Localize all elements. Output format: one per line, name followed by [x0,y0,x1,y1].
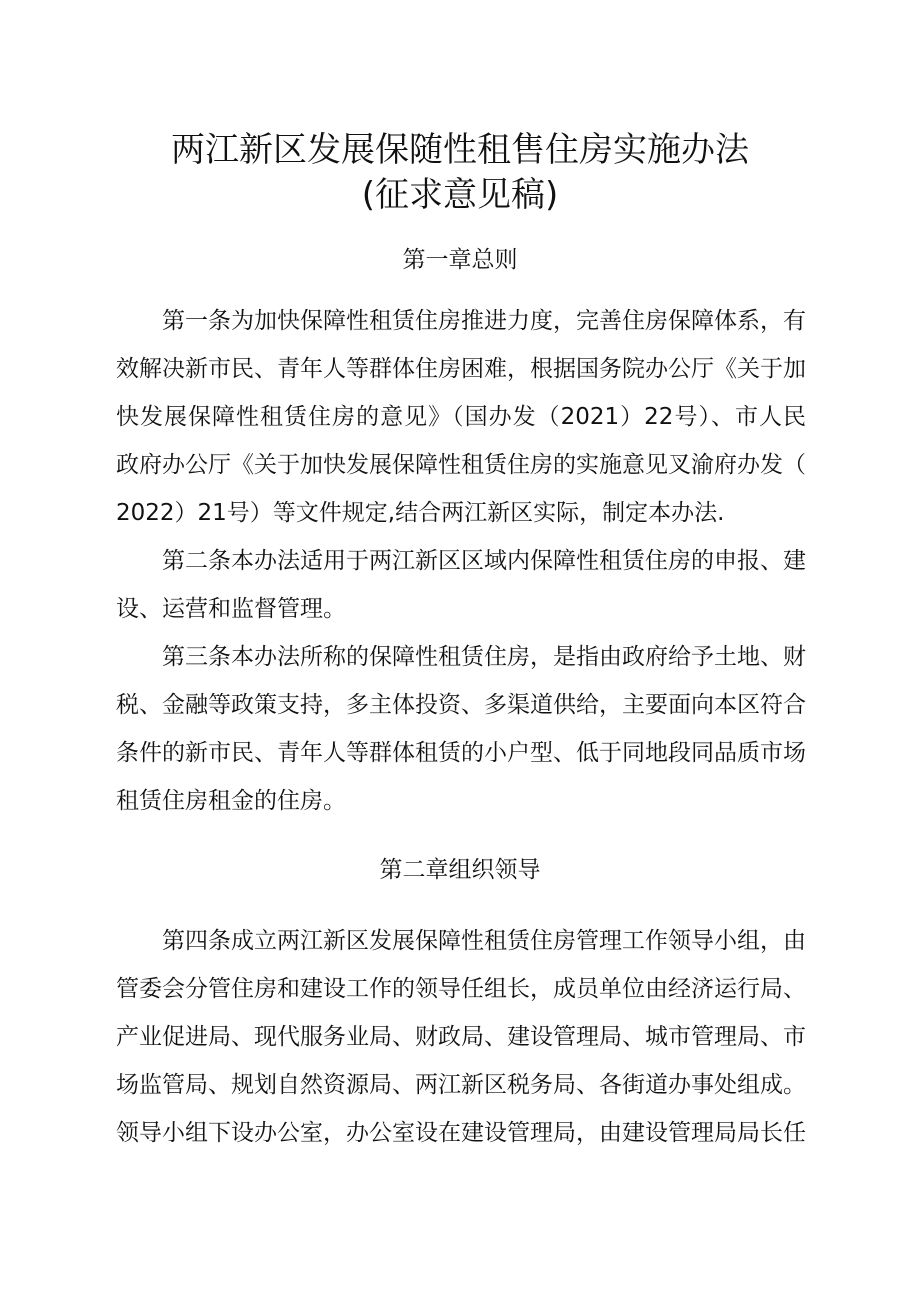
text-line: 管委会分管住房和建设工作的领导任组长，成员单位由经济运行局、 [116,976,806,1002]
chapter-heading-1: 第一章总则 [402,247,518,273]
text-line: 第一条为加快保障性租赁住房推进力度，完善住房保障体系，有 [162,308,806,334]
article-3 [116,633,806,825]
text-line: 快发展保障性租赁住房的意见》（国办发（2021）22号）、市人民 [116,404,806,430]
text-line: 税、金融等政策支持，多主体投资、多渠道供给，主要面向本区符合 [116,692,806,718]
article-2 [116,537,806,633]
text-line: 政府办公厅《关于加快发展保障性租赁住房的实施意见叉渝府办发（ [116,452,806,478]
article-1 [116,297,806,537]
text-line: 领导小组下设办公室，办公室设在建设管理局，由建设管理局局长任 [116,1120,806,1146]
text-line: 租赁住房租金的住房。 [116,788,346,814]
text-line: 条件的新市民、青年人等群体租赁的小户型、低于同地段同品质市场 [116,740,806,766]
text-line: 产业促进局、现代服务业局、财政局、建设管理局、城市管理局、市 [116,1024,806,1050]
article-4 [116,917,806,1157]
text-line: 场监管局、规划自然资源局、两江新区税务局、各街道办事处组成。 [116,1072,806,1098]
document-title: 两江新区发展保随性租售住房实施办法 [171,130,749,170]
document-subtitle: (征求意见稿) [361,175,559,215]
text-line: 设、运营和监督管理。 [116,596,346,622]
text-line: 效解决新市民、青年人等群体住房困难，根据国务院办公厅《关于加 [116,356,806,382]
text-line: 第二条本办法适用于两江新区区域内保障性租赁住房的申报、建 [162,548,806,574]
text-line: 第三条本办法所称的保障性租赁住房，是指由政府给予土地、财 [162,644,806,670]
text-line: 第四条成立两江新区发展保障性租赁住房管理工作领导小组，由 [162,928,806,954]
chapter-heading-2: 第二章组织领导 [379,857,541,883]
text-line: 2022）21号）等文件规定,结合两江新区实际，制定本办法. [116,500,725,526]
